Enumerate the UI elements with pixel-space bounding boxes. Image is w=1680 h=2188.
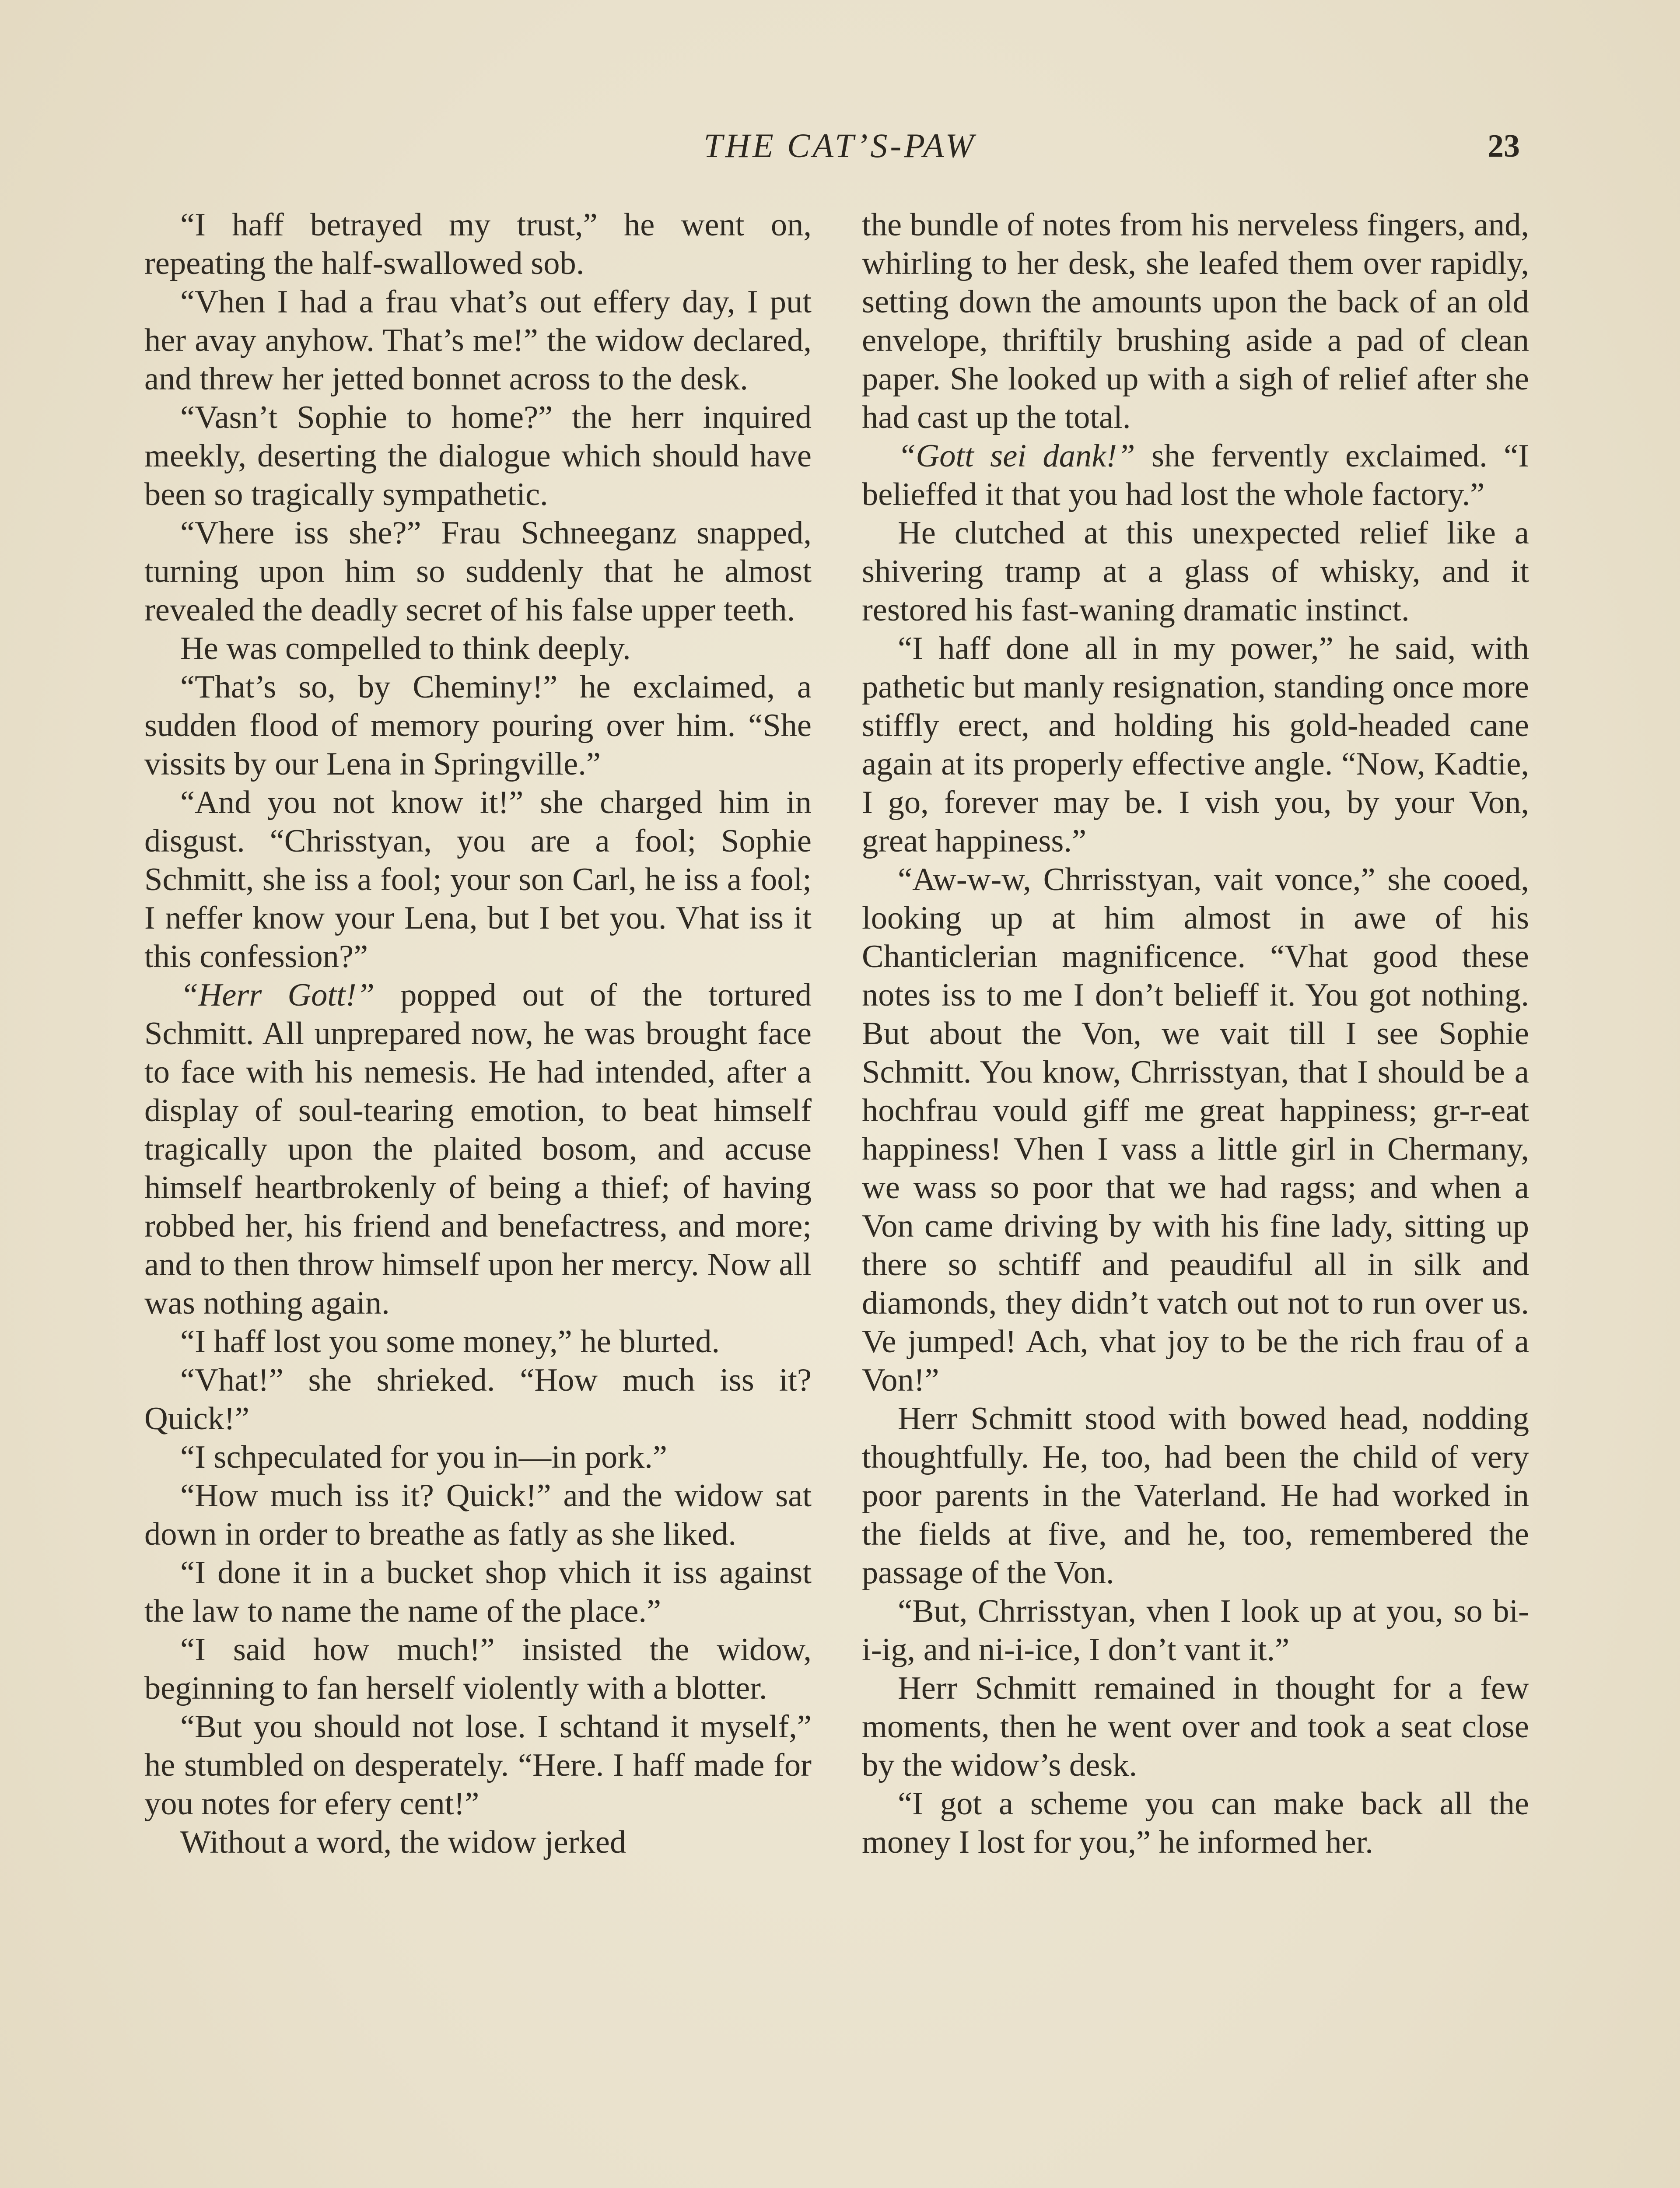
paragraph-text: He clutched at this unexpected relief like a shivering tramp at a glass of whisky, and it restored his fast-waning dramatic instinct. [862, 515, 1529, 628]
italic-phrase: “Gott sei dank!” [898, 438, 1135, 474]
paragraph [144, 976, 812, 1322]
paragraph-text: Herr Schmitt stood with bowed head, nodding thoughtfully. He, too, had been the child of very poor parents in the Vaterland. He had worked in the fields at five, and he, too, remembered the passage of the Von. [862, 1401, 1529, 1591]
paragraph-text: “I schpeculated for you in—in pork.” [180, 1439, 667, 1475]
paragraph [144, 783, 812, 976]
paragraph-text: “I done it in a bucket shop vhich it iss against the law to name the name of the place.” [144, 1555, 812, 1629]
paragraph [144, 398, 812, 514]
paragraph [144, 1322, 812, 1361]
paragraph-text: “And you not know it!” she charged him in disgust. “Chrisstyan, you are a fool; Sophie Schmitt, she iss a fool; your son Carl, he iss a fool; I neffer know your Lena, but I bet you. Vhat iss it this confession?” [144, 785, 812, 975]
paragraph [144, 1708, 812, 1823]
italic-phrase: “Herr Gott!” [180, 977, 375, 1013]
paragraph-text: “Vhat!” she shrieked. “How much iss it? Quick!” [144, 1362, 812, 1437]
paragraph-text: “But, Chrrisstyan, vhen I look up at you, so bi-i-ig, and ni-i-ice, I don’t vant it.” [862, 1593, 1529, 1668]
paragraph [144, 629, 812, 668]
paragraph-text: “Vasn’t Sophie to home?” the herr inquired meekly, deserting the dialogue which should have been so tragically sympathetic. [144, 400, 812, 512]
paragraph [144, 1553, 812, 1630]
paragraph [862, 437, 1529, 514]
paragraph-text: Without a word, the widow jerked [180, 1824, 626, 1860]
paragraph [144, 1630, 812, 1708]
paragraph-text: “I haff lost you some money,” he blurted. [180, 1324, 720, 1360]
paragraph [144, 668, 812, 783]
paragraph-text: the bundle of notes from his nerveless fingers, and, whirling to her desk, she leafed them over rapidly, setting down the amounts upon the back of an old envelope, thriftily brushing aside a pad of clean paper. She looked up with a sigh of relief after she had cast up the total. [862, 207, 1529, 435]
right-text-column [862, 206, 1529, 1862]
paragraph [144, 1361, 812, 1438]
running-head [0, 126, 1680, 179]
paragraph [862, 1669, 1529, 1785]
paragraph [862, 1399, 1529, 1592]
paragraph [862, 206, 1529, 437]
paragraph [862, 514, 1529, 629]
paragraph-text: popped out of the tortured Schmitt. All unprepared now, he was brought face to face with his nemesis. He had intended, after a display of soul-tearing emotion, to beat himself tragically upon the plaited bosom, and accuse himself heartbrokenly of being a thief; of having robbed her, his friend and benefactress, and more; and to then throw himself upon her mercy. Now all was nothing again. [144, 977, 812, 1321]
paragraph-text: she fervently exclaimed. “I belieffed it that you had lost the whole factory.” [862, 438, 1529, 512]
page-number: 23 [1488, 128, 1520, 164]
running-title: THE CAT’S-PAW [704, 126, 976, 165]
paragraph-text: “I got a scheme you can make back all the money I lost for you,” he informed her. [862, 1786, 1529, 1860]
paragraph-text: “I said how much!” insisted the widow, beginning to fan herself violently with a blotter. [144, 1632, 812, 1706]
paragraph [144, 283, 812, 398]
paragraph [862, 1592, 1529, 1669]
paragraph-text: Herr Schmitt remained in thought for a few moments, then he went over and took a seat close by the widow’s desk. [862, 1670, 1529, 1783]
paragraph-text: He was compelled to think deeply. [180, 631, 631, 666]
paragraph [144, 1823, 812, 1862]
paragraph [144, 514, 812, 629]
paragraph [862, 1785, 1529, 1862]
paragraph [144, 206, 812, 283]
paragraph-text: “Aw-w-w, Chrrisstyan, vait vonce,” she cooed, looking up at him almost in awe of his Chanticlerian magnificence. “Vhat good these notes iss to me I don’t belieff it. You got nothing. But about the Von, we vait till I see Sophie Schmitt. You know, Chrrisstyan, that I should be a hochfrau vould giff me great happiness; gr-r-eat happiness! Vhen I vass a little girl in Chermany, we wass so poor that we had ragss; and when a Von came driving by with his fine lady, sitting up there so schtiff and peaudiful all in silk and diamonds, they didn’t vatch out not to run over us. Ve jumped! Ach, vhat joy to be the rich frau of a Von!” [862, 862, 1529, 1398]
paragraph [144, 1438, 812, 1476]
paragraph [862, 629, 1529, 860]
paragraph-text: “I haff betrayed my trust,” he went on, repeating the half-swallowed sob. [144, 207, 812, 281]
paragraph-text: “But you should not lose. I schtand it myself,” he stumbled on desperately. “Here. I haff made for you notes for efery cent!” [144, 1709, 812, 1822]
paragraph-text: “Vhere iss she?” Frau Schneeganz snapped, turning upon him so suddenly that he almost revealed the deadly secret of his false upper teeth. [144, 515, 812, 628]
paragraph [862, 860, 1529, 1399]
paragraph-text: “Vhen I had a frau vhat’s out effery day, I put her avay anyhow. That’s me!” the widow declared, and threw her jetted bonnet across to the desk. [144, 284, 812, 397]
paragraph [144, 1476, 812, 1553]
paragraph-text: “How much iss it? Quick!” and the widow sat down in order to breathe as fatly as she liked. [144, 1478, 812, 1552]
left-text-column [144, 206, 812, 1862]
paragraph-text: “That’s so, by Cheminy!” he exclaimed, a sudden flood of memory pouring over him. “She vissits by our Lena in Springville.” [144, 669, 812, 782]
paragraph-text: “I haff done all in my power,” he said, with pathetic but manly resignation, standing once more stiffly erect, and holding his gold-headed cane again at its properly effective angle. “Now, Kadtie, I go, forever may be. I vish you, by your Von, great happiness.” [862, 631, 1529, 859]
